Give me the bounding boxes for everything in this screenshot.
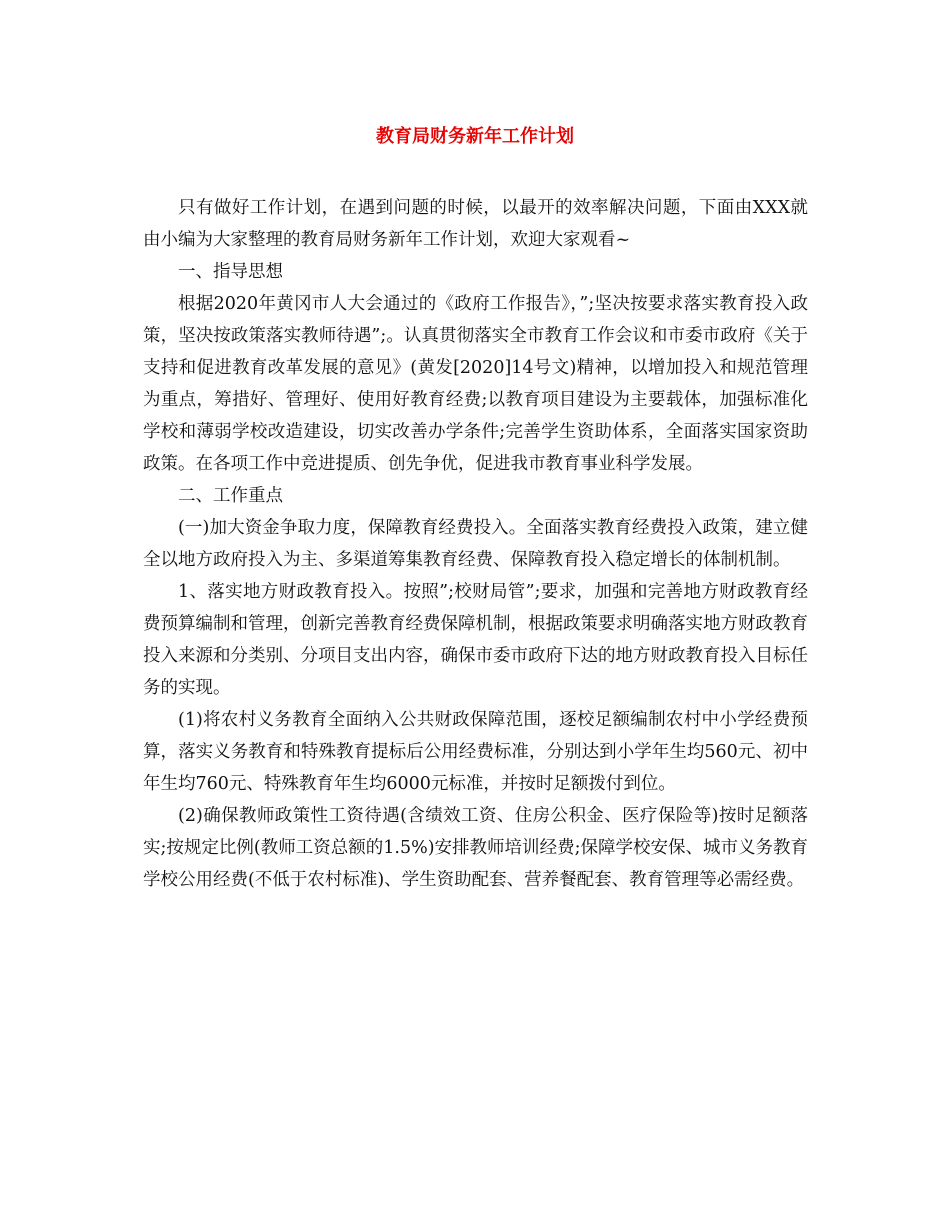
paragraph-section-one: (一)加大资金争取力度，保障教育经费投入。全面落实教育经费投入政策，建立健全以地方政府投入为主、多渠道筹集教育经费、保障教育投入稳定增长的体制机制。 [143,518,808,570]
paragraph-guiding-ideology: 根据2020年黄冈市人大会通过的《政府工作报告》，”;坚决按要求落实教育投入政策，坚决按政策落实教师待遇”;。认真贯彻落实全市教育工作会议和市委市政府《关于支持和促进教育改革发展的意见》(黄发[2020]14号文)精神，以增加投入和规范管理为重点，筹措好、管理好、使用好教育经费;以教育项目建设为主要载体，加强标准化学校和薄弱学校改造建设，切实改善办学条件;完善学生资助体系，全面落实国家资助政策。在各项工作中竞进提质、创先争优，促进我市教育事业科学发展。 [143,294,808,474]
heading-guiding-ideology: 一、指导思想 [178,262,283,282]
paragraph-subitem-2: (2)确保教师政策性工资待遇(含绩效工资、住房公积金、医疗保险等)按时足额落实;按规定比例(教师工资总额的1.5%)安排教师培训经费;保障学校安保、城市义务教育学校公用经费(不低于农村标准)、学生资助配套、营养餐配套、教育管理等必需经费。 [143,806,808,890]
paragraph-subitem-1: (1)将农村义务教育全面纳入公共财政保障范围，逐校足额编制农村中小学经费预算，落实义务教育和特殊教育提标后公用经费标准，分别达到小学年生均560元、初中年生均760元、特殊教育年生均6000元标准，并按时足额拨付到位。 [143,710,808,794]
document-body [143,192,808,896]
paragraph-item-1: 1、落实地方财政教育投入。按照”;校财局管”;要求，加强和完善地方财政教育经费预算编制和管理，创新完善教育经费保障机制，根据政策要求明确落实地方财政教育投入来源和分类别、分项目支出内容，确保市委市政府下达的地方财政教育投入目标任务的实现。 [143,582,808,698]
document-title: 教育局财务新年工作计划 [376,126,574,147]
paragraph-intro: 只有做好工作计划，在遇到问题的时候，以最开的效率解决问题，下面由XXX就由小编为大家整理的教育局财务新年工作计划，欢迎大家观看~ [143,198,808,250]
heading-work-focus: 二、工作重点 [178,486,283,506]
